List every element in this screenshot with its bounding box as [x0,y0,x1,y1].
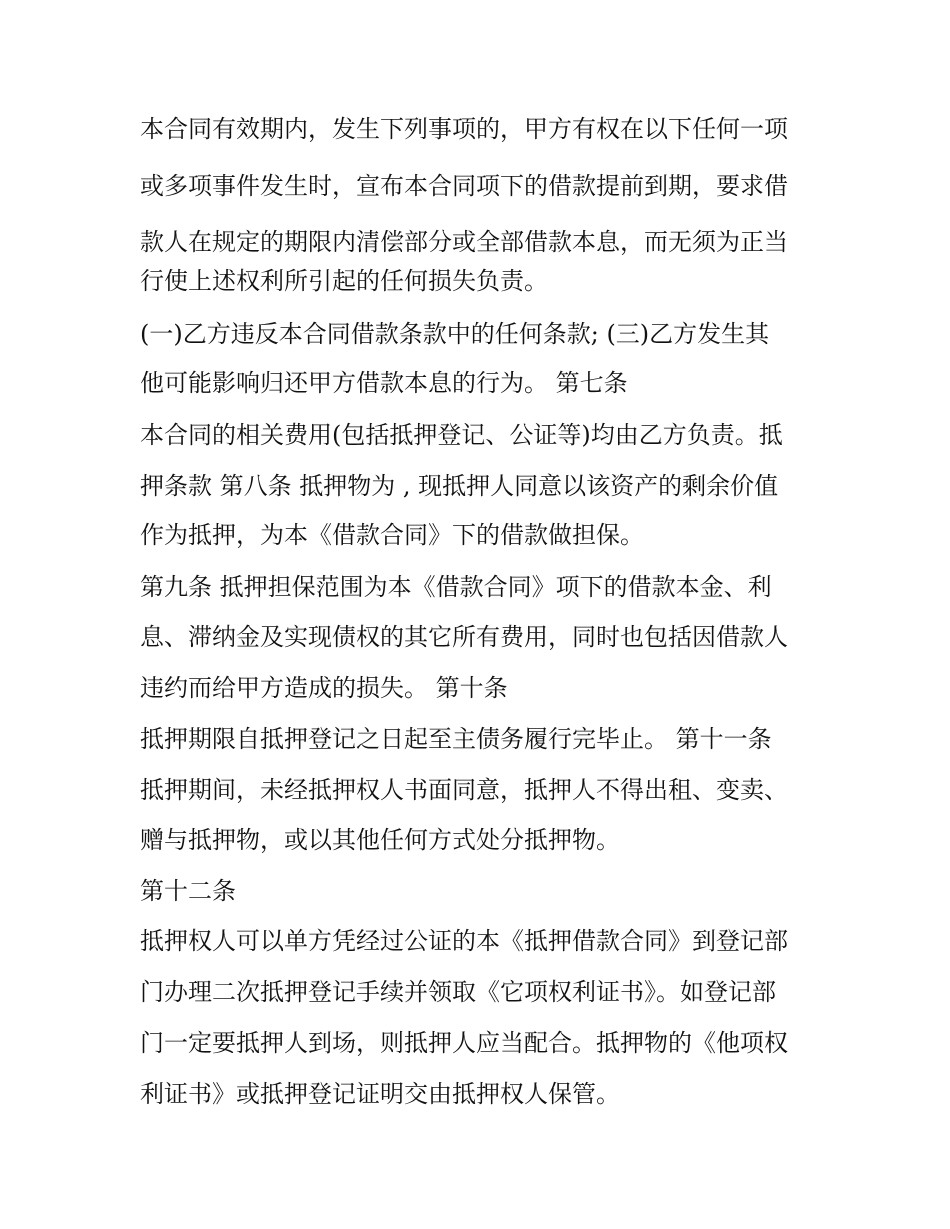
paragraph-line: 抵押期限自抵押登记之日起至主债务履行完毕止。 第十一条 [140,725,772,753]
paragraph-line: 或多项事件发生时，宣布本合同项下的借款提前到期，要求借 [140,172,788,200]
paragraph-line: 作为抵押，为本《借款合同》下的借款做担保。 [140,521,644,549]
paragraph-line: 行使上述权利所引起的任何损失负责。 [140,267,548,295]
paragraph-line: 第十二条 [140,877,236,905]
paragraph-line: 利证书》或抵押登记证明交由抵押权人保管。 [140,1080,620,1108]
paragraph-line: 抵押期间，未经抵押权人书面同意，抵押人不得出租、变卖、 [140,776,788,804]
paragraph-line: 本合同的相关费用(包括抵押登记、公证等)均由乙方负责。抵 [140,421,783,449]
paragraph-line: 本合同有效期内，发生下列事项的，甲方有权在以下任何一项 [140,115,788,143]
paragraph-line: 抵押权人可以单方凭经过公证的本《抵押借款合同》到登记部 [140,927,788,955]
paragraph-line: 第九条 抵押担保范围为本《借款合同》项下的借款本金、利 [140,573,772,601]
paragraph-line: 息、滞纳金及实现债权的其它所有费用，同时也包括因借款人 [140,623,788,651]
paragraph-line: 违约而给甲方造成的损失。 第十条 [140,674,508,702]
paragraph-line: 门办理二次抵押登记手续并领取《它项权利证书》。如登记部 [140,978,776,1006]
paragraph-line: (一)乙方违反本合同借款条款中的任何条款; (三)乙方发生其 [140,320,770,348]
paragraph-line: 赠与抵押物，或以其他任何方式处分抵押物。 [140,826,620,854]
paragraph-line: 押条款 第八条 抵押物为 , 现抵押人同意以该资产的剩余价值 [140,472,779,500]
paragraph-line: 款人在规定的期限内清偿部分或全部借款本息，而无须为正当 [140,228,788,256]
paragraph-line: 门一定要抵押人到场，则抵押人应当配合。抵押物的《他项权 [140,1029,788,1057]
paragraph-line: 他可能影响归还甲方借款本息的行为。 第七条 [140,369,628,397]
